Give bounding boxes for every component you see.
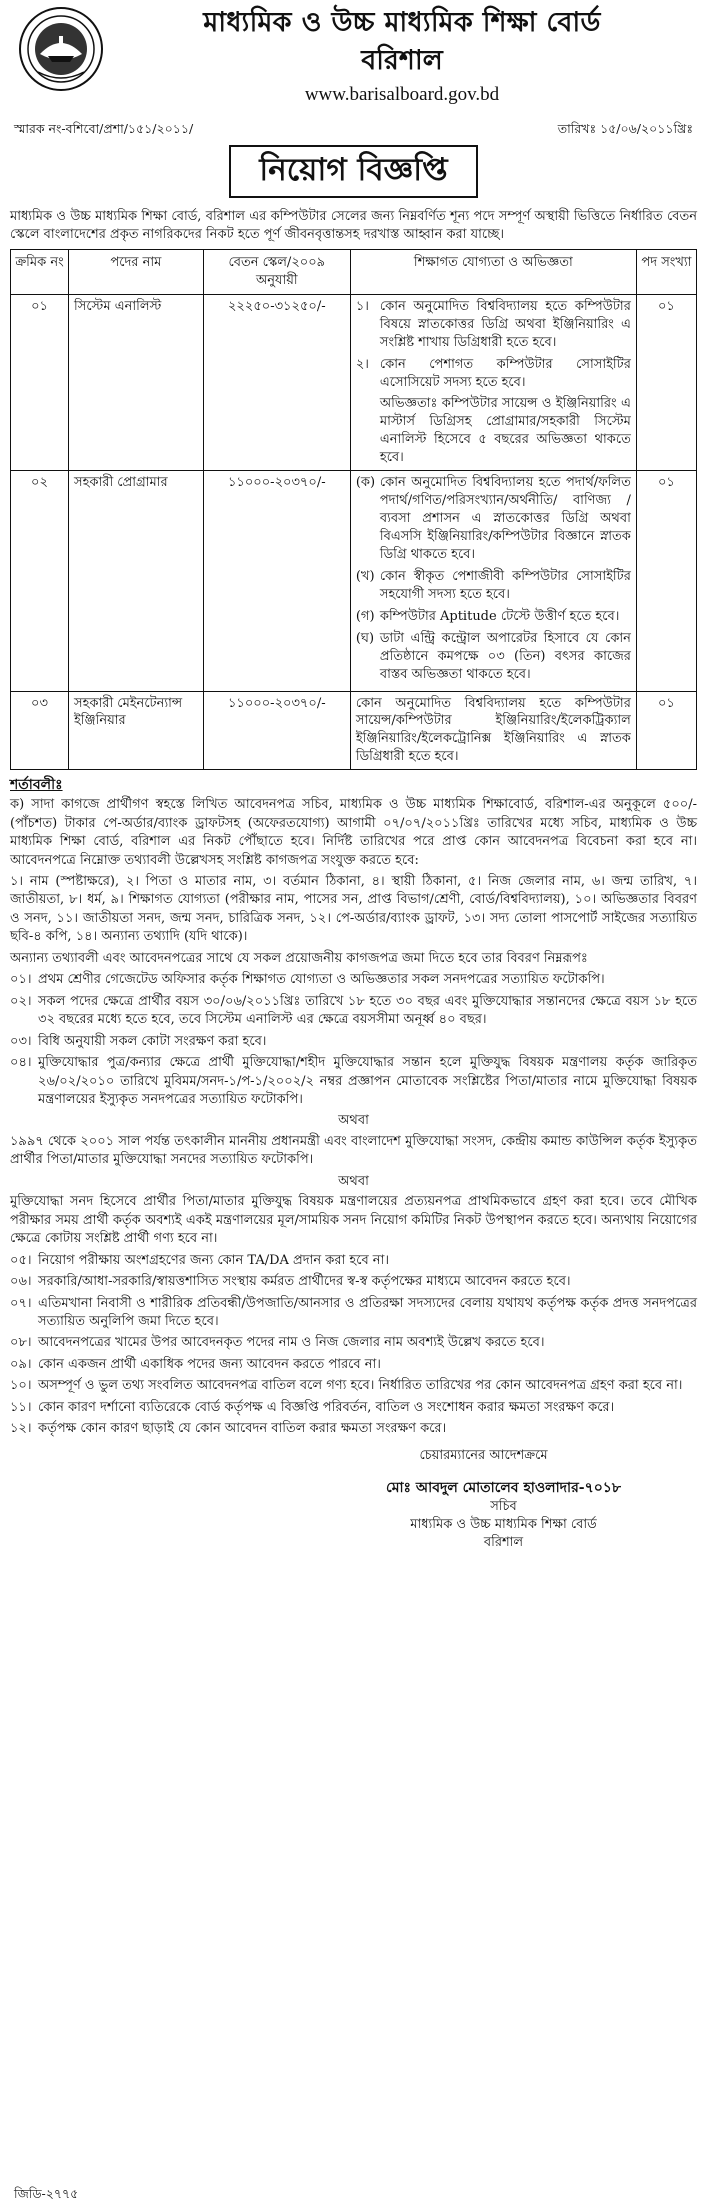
item-mark: (ক) (355, 475, 376, 491)
by-order-line: চেয়ারম্যানের আদেশক্রমে (419, 1447, 548, 1463)
table-row (11, 691, 697, 770)
item-text: এতিমখানা নিবাসী ও শারীরিক প্রতিবন্ধী/উপজাতি/আনসার ও প্রতিরক্ষা সদস্যদের বেলায় যথাযথ কর্তৃপক্ষ কর্তৃক প্রদত্ত সনদপত্রের সত্যায়িত অনুলিপি জমা দিতে হবে। (38, 1295, 697, 1329)
item-text: অসম্পূর্ণ ও ভুল তথ্য সংবলিত আবেদনপত্র বাতিল বলে গণ্য হবে। নির্ধারিত তারিখের পর কোন আবেদনপত্র গ্রহণ করা হবে না। (38, 1378, 683, 1394)
item-text: কোন পেশাগত কম্পিউটার সোসাইটির এসোসিয়েট সদস্য হতে হবে। (379, 356, 631, 390)
header-count: পদ সংখ্যা (636, 249, 696, 294)
item-mark: ০৬। (10, 1274, 32, 1290)
header-serial: ক্রমিক নং (11, 249, 69, 294)
item-mark: ১০। (10, 1378, 32, 1394)
condition-item (10, 1377, 697, 1395)
qualification-item (356, 474, 631, 564)
item-mark: ১২। (10, 1421, 32, 1437)
condition-item (10, 1033, 697, 1051)
row-qualification (350, 471, 636, 691)
header-post: পদের নাম (69, 249, 204, 294)
row-post: সহকারী প্রোগ্রামার (69, 471, 204, 691)
gd-number: জিডি-২৭৭৫ (14, 2185, 79, 2201)
board-seal-logo (18, 6, 104, 92)
row-count: ০১ (636, 471, 696, 691)
item-text: সকল পদের ক্ষেত্রে প্রার্থীর বয়স ৩০/০৬/২০১১খ্রিঃ তারিখে ১৮ হতে ৩০ বছর এবং মুক্তিযোদ্ধার সন্তানদের ক্ষেত্রে বয়স ১৮ হতে ৩২ বছরের মধ্যে হতে হবে, তবে সিস্টেম এনালিস্ট এর ক্ষেত্রে বয়সসীমা অনূর্ধ্ব ৪০ বছর। (38, 993, 697, 1028)
item-mark: ২। (355, 356, 369, 372)
row-serial: ০১ (11, 294, 69, 470)
item-text: বিধি অনুযায়ী সকল কোটা সংরক্ষণ করা হবে। (38, 1033, 267, 1049)
posts-table (10, 249, 697, 770)
signatory-city: বরিশাল (483, 1534, 524, 1550)
item-mark: ০৮। (10, 1335, 32, 1351)
condition-item (10, 1054, 697, 1109)
item-text: কোন স্বীকৃত পেশাজীবী কম্পিউটার সোসাইটির সহযোগী সদস্য হতে হবে। (379, 568, 631, 602)
item-mark: ০৩। (10, 1033, 32, 1049)
qualification-text: কোন অনুমোদিত বিশ্ববিদ্যালয় হতে কম্পিউটার সায়েন্স/কম্পিউটার ইঞ্জিনিয়ারিং/ইলেকট্রিক্যাল ইঞ্জিনিয়ারিং/ইলেকট্রোনিক্স ইঞ্জিনিয়ারিং এ স্নাতক ডিগ্রিধারী হতে হবে। (355, 695, 631, 765)
intro-paragraph: মাধ্যমিক ও উচ্চ মাধ্যমিক শিক্ষা বোর্ড, বরিশাল এর কম্পিউটার সেলের জন্য নিম্নবর্ণিত শূন্য পদে সম্পূর্ণ অস্থায়ী ভিত্তিতে নির্ধারিত বেতন স্কেলে বাংলাদেশের প্রকৃত নাগরিকদের নিকট হতে পূর্ণ জীবনবৃত্তান্তসহ দরখাস্ত আহ্বান করা যাচ্ছে। (10, 209, 697, 243)
website-link[interactable]: www.barisalboard.gov.bd (304, 84, 500, 105)
item-text: কোন অনুমোদিত বিশ্ববিদ্যালয় হতে কম্পিউটার বিষয়ে স্নাতকোত্তর ডিগ্রি অথবা ইঞ্জিনিয়ারিং এ সংশ্লিষ্ট শাখায় ডিগ্রিধারী হতে হবে। (379, 298, 631, 350)
required-info-list: ১। নাম (স্পষ্টাক্ষরে), ২। পিতা ও মাতার নাম, ৩। বর্তমান ঠিকানা, ৪। স্থায়ী ঠিকানা, ৫। নিজ জেলার নাম, ৬। জন্ম তারিখ, ৭। জাতীয়তা, ৮। ধর্ম, ৯। শিক্ষাগত যোগ্যতা (পরীক্ষার নাম, পাসের সন, প্রাপ্ত বিভাগ/শ্রেণী, বোর্ড/বিশ্ববিদ্যালয়), ১০। অভিজ্ঞতার বিবরণ ও সনদ, ১১। জাতীয়তা সনদ, জন্ম সনদ, চারিত্রিক সনদ, ১২। পে-অর্ডার/ব্যাংক ড্রাফট, ১৩। সদ্য তোলা পাসপোর্ট সাইজের সত্যায়িত ছবি-৪ কপি, ১৪। অন্যান্য তথ্যাদি (যদি থাকে)। (10, 873, 697, 945)
notice-date: তারিখঃ ১৫/০৬/২০১১খ্রিঃ (557, 121, 693, 136)
title-wrap (10, 145, 697, 198)
signatory-name: মোঃ আবদুল মোতালেব হাওলাদার-৭০১৮ (386, 1479, 621, 1496)
qualification-item (356, 356, 631, 392)
row-qualification (350, 691, 636, 770)
row-serial: ০৩ (11, 691, 69, 770)
row-count: ০১ (636, 691, 696, 770)
item-text: প্রথম শ্রেণীর গেজেটেড অফিসার কর্তৃক শিক্ষাগত যোগ্যতা ও অভিজ্ঞতার সকল সনদপত্রের সত্যায়িত ফটোকপি। (38, 972, 605, 988)
table-row (11, 471, 697, 691)
item-text: মুক্তিযোদ্ধার পুত্র/কন্যার ক্ষেত্রে প্রার্থী মুক্তিযোদ্ধা/শহীদ মুক্তিযোদ্ধার সন্তান হলে মুক্তিযুদ্ধ বিষয়ক মন্ত্রণালয় কর্তৃক জারিকৃত ২৬/০২/২০১০ তারিখে মুবিমম/সনদ-১/প-১/২০০২/২ নম্বর প্রজ্ঞাপন মোতাবেক সংশ্লিষ্টের পিতা/মাতার নামে মুক্তিযোদ্ধা বিষয়ক মন্ত্রণালয়ের ইস্যুকৃত সনদপত্রের সত্যায়িত ফটোকপি। (38, 1055, 697, 1107)
conditions-title: শর্তাবলীঃ (10, 777, 63, 794)
item-text: আবেদনপত্রের খামের উপর আবেদনকৃত পদের নাম ও নিজ জেলার নাম অবশ্যই উল্লেখ করতে হবে। (38, 1335, 545, 1351)
condition-item (10, 1399, 697, 1417)
condition-paragraph-d: মুক্তিযোদ্ধা সনদ হিসেবে প্রার্থীর পিতা/মাতার মুক্তিযুদ্ধ বিষয়ক মন্ত্রণালয়ের প্রত্যয়নপত্র প্রাথমিকভাবে গ্রহণ করা হবে। তবে মৌখিক পরীক্ষার সময় প্রার্থী কর্তৃক অবশ্যই একই মন্ত্রণালয়ের মূল/সাময়িক সনদ নিয়োগ কমিটির নিকট উপস্থাপন করতে হবে। অন্যথায় নিয়োগের ক্ষেত্রে কোটায় সংশ্লিষ্ট প্রার্থী গণ্য হবে না। (10, 1194, 697, 1247)
item-mark: ০২। (10, 993, 32, 1009)
row-count: ০১ (636, 294, 696, 470)
signature-section (10, 1447, 697, 1552)
item-text: কোন একজন প্রার্থী একাধিক পদের জন্য আবেদন করতে পারবে না। (38, 1356, 381, 1372)
or-separator: অথবা (338, 1173, 369, 1189)
header-pay: বেতন স্কেল/২০০৯ অনুযায়ী (203, 249, 350, 294)
item-mark: ০৯। (10, 1356, 32, 1372)
row-qualification (350, 294, 636, 470)
table-row (11, 294, 697, 470)
condition-paragraph-b: অন্যান্য তথ্যাবলী এবং আবেদনপত্রের সাথে যে সকল প্রয়োজনীয় কাগজপত্র জমা দিতে হবে তার বিবরণ নিম্নরূপঃ (10, 950, 588, 966)
item-mark: (ঘ) (355, 630, 375, 646)
item-mark: ০৭। (10, 1295, 32, 1311)
row-serial: ০২ (11, 471, 69, 691)
or-separator: অথবা (338, 1113, 369, 1129)
item-text: কর্তৃপক্ষ কোন কারণ ছাড়াই যে কোন আবেদন বাতিল করার ক্ষমতা সংরক্ষণ করে। (38, 1421, 447, 1437)
row-pay: ১১০০০-২০৩৭০/- (203, 471, 350, 691)
item-mark: ০১। (10, 972, 32, 988)
item-mark: (খ) (355, 568, 375, 584)
item-mark: ০৪। (10, 1055, 32, 1071)
item-text: কম্পিউটার Aptitude টেস্টে উত্তীর্ণ হতে হবে। (379, 608, 620, 624)
item-mark: ০৫। (10, 1252, 32, 1268)
experience-note: অভিজ্ঞতাঃ কম্পিউটার সায়েন্স ও ইঞ্জিনিয়ারিং এ মাস্টার্স ডিগ্রিসহ প্রোগ্রামার/সহকারী সিস্টেম এনালিস্ট হিসেবে ৫ বছরের অভিজ্ঞতা থাকতে হবে। (379, 396, 631, 466)
condition-item (10, 993, 697, 1030)
reference-row (10, 120, 697, 137)
condition-item (10, 1356, 697, 1374)
condition-item (10, 1273, 697, 1291)
condition-item (10, 1420, 697, 1438)
item-text: নিয়োগ পরীক্ষায় অংশগ্রহণের জন্য কোন TA/DA প্রদান করা হবে না। (38, 1252, 389, 1268)
row-post: সিস্টেম এনালিস্ট (69, 294, 204, 470)
board-city: বরিশাল (361, 45, 443, 76)
row-pay: ২২২৫০-৩১২৫০/- (203, 294, 350, 470)
conditions-section (10, 776, 697, 1438)
condition-paragraph-c: ১৯৯৭ থেকে ২০০১ সাল পর্যন্ত তৎকালীন মাননীয় প্রধানমন্ত্রী এবং বাংলাদেশ মুক্তিযোদ্ধা সংসদ, কেন্দ্রীয় কমান্ড কাউন্সিল কর্তৃক ইস্যুকৃত প্রার্থীর পিতা/মাতার মুক্তিযোদ্ধা সনদের সত্যায়িত ফটোকপি। (10, 1133, 697, 1168)
signatory-block (310, 1479, 697, 1552)
condition-item (10, 1252, 697, 1270)
qualification-item (356, 608, 631, 626)
condition-paragraph-a: ক) সাদা কাগজে প্রার্থীগণ স্বহস্তে লিখিত আবেদনপত্র সচিব, মাধ্যমিক ও উচ্চ মাধ্যমিক শিক্ষাবোর্ড, বরিশাল-এর অনুকূলে ৫০০/-(পাঁচশত) টাকার পে-অর্ডার/ব্যাংক ড্রাফটসহ (অফেরতযোগ্য) আগামী ০৭/০৭/২০১১খ্রিঃ তারিখের মধ্যে সচিব, মাধ্যমিক ও উচ্চ মাধ্যমিক শিক্ষা বোর্ড, বরিশাল এর নিকট পৌঁছাতে হবে। নির্দিষ্ট তারিখের পরে প্রাপ্ত কোন আবেদনপত্র বিবেচনা করা হবে না। আবেদনপত্রে নিম্নোক্ত তথ্যাবলী উল্লেখসহ সংশ্লিষ্ট কাগজপত্র সংযুক্ত করতে হবে: (10, 797, 697, 868)
notice-title: নিয়োগ বিজ্ঞপ্তি (229, 145, 477, 198)
item-text: ডাটা এন্ট্রি কন্ট্রোল অপারেটর হিসাবে যে কোন প্রতিষ্ঠানে কমপক্ষে ০৩ (তিন) বৎসর কাজের বাস্তব অভিজ্ঞতা থাকতে হবে। (379, 630, 631, 682)
board-name: মাধ্যমিক ও উচ্চ মাধ্যমিক শিক্ষা বোর্ড (203, 7, 601, 38)
signatory-board: মাধ্যমিক ও উচ্চ মাধ্যমিক শিক্ষা বোর্ড (410, 1516, 597, 1532)
qualification-item (356, 298, 631, 352)
memo-number: স্মারক নং-বশিবো/প্রশা/১৫১/২০১১/ (14, 121, 194, 136)
item-text: সরকারি/আধা-সরকারি/স্বায়ত্তশাসিত সংস্থায় কর্মরত প্রার্থীদের স্ব-স্ব কর্তৃপক্ষের মাধ্যমে আবেদন করতে হবে। (38, 1274, 571, 1290)
item-mark: ১১। (10, 1399, 32, 1415)
table-header-row (11, 249, 697, 294)
condition-item (10, 1295, 697, 1332)
header (10, 0, 697, 118)
item-mark: ১। (355, 298, 369, 314)
qualification-item (356, 568, 631, 604)
item-text: কোন কারণ দর্শানো ব্যতিরেকে বোর্ড কর্তৃপক্ষ এ বিজ্ঞপ্তি পরিবর্তন, বাতিল ও সংশোধন করার ক্ষমতা সংরক্ষণ করে। (38, 1399, 615, 1415)
condition-item (10, 971, 697, 989)
row-post: সহকারী মেইনটেন্যান্স ইঞ্জিনিয়ার (69, 691, 204, 770)
item-text: কোন অনুমোদিত বিশ্ববিদ্যালয় হতে পদার্থ/ফলিত পদার্থ/গণিত/পরিসংখ্যান/অর্থনীতি/ বাণিজ্য /ব্যবসা প্রশাসন এ স্নাতকোত্তর ডিগ্রি অথবা বিএসসি ইঞ্জিনিয়ারিং/কম্পিউটার বিজ্ঞানে স্নাতক ডিগ্রি থাকতে হবে। (379, 475, 631, 562)
item-mark: (গ) (355, 608, 375, 624)
signatory-designation: সচিব (490, 1498, 517, 1514)
condition-item (10, 1334, 697, 1352)
row-pay: ১১০০০-২০৩৭০/- (203, 691, 350, 770)
header-qualification: শিক্ষাগত যোগ্যতা ও অভিজ্ঞতা (350, 249, 636, 294)
qualification-item (356, 630, 631, 684)
